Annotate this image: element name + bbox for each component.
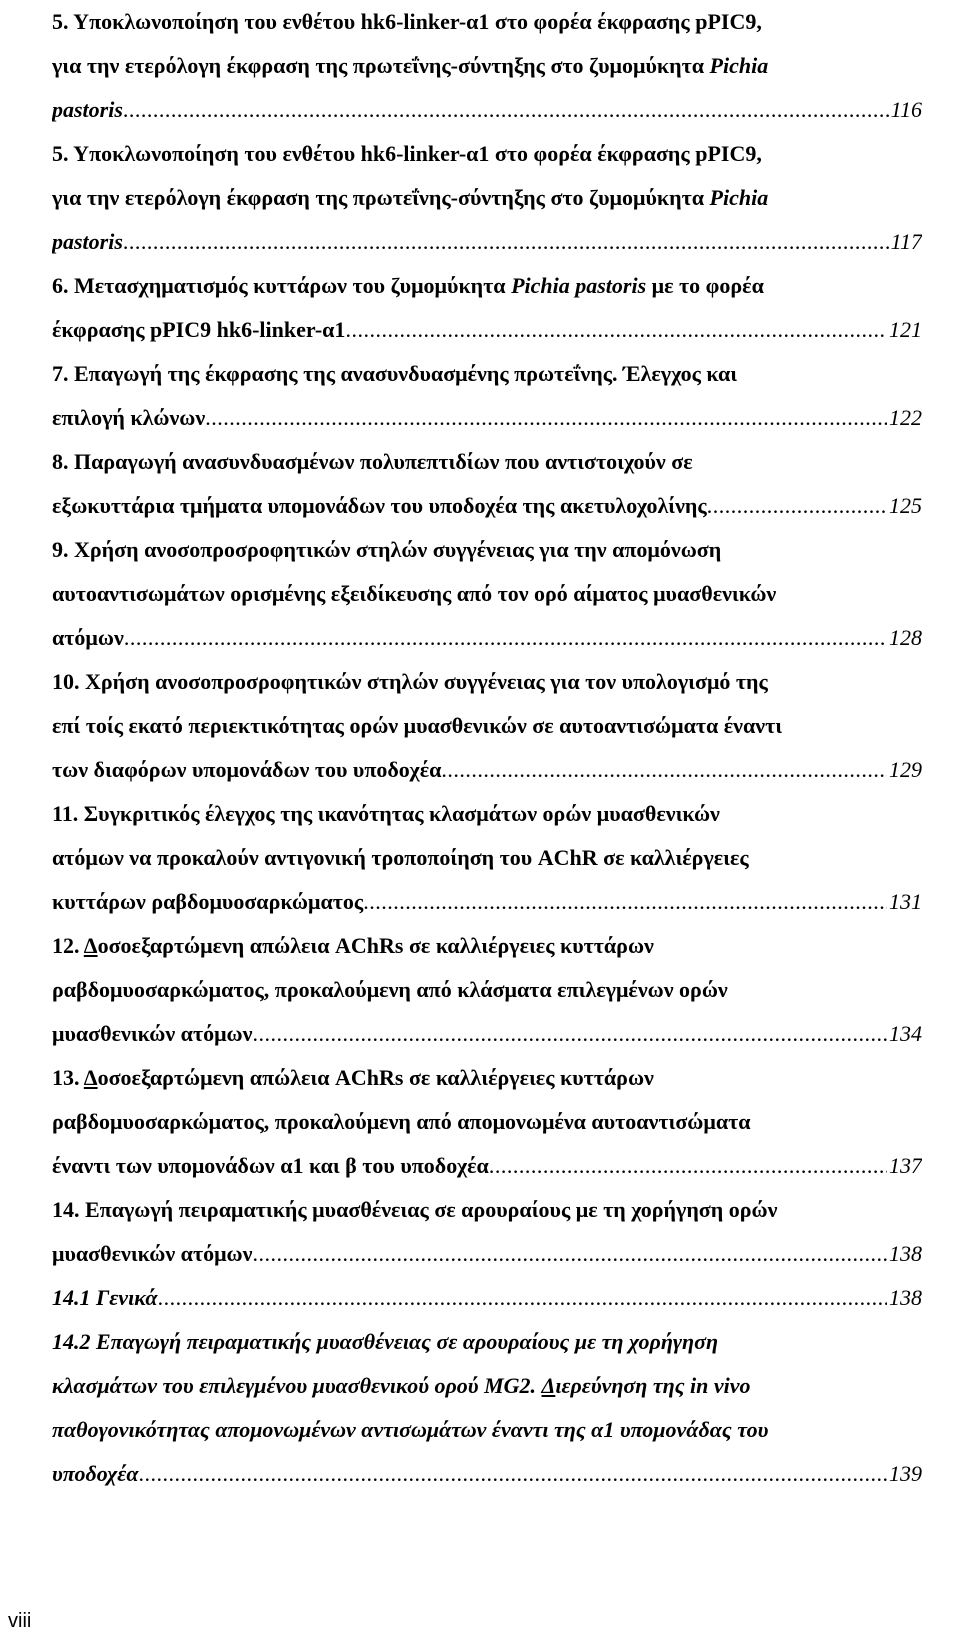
toc-entry-text: in vivo (690, 1373, 751, 1398)
species-name: Pichia pastoris (511, 273, 647, 298)
dot-leader (489, 1144, 887, 1188)
toc-entry-text: κλασμάτων του επιλεγμένου μυασθενικού ορού MG2. (52, 1373, 542, 1398)
toc-entry-text: αυτοαντισωμάτων ορισμένης εξειδίκευσης από τον ορό αίματος μυασθενικών (52, 581, 777, 606)
toc-entry[interactable] (52, 660, 922, 792)
toc-entry-text: 6. Μετασχηματισμός κυττάρων του ζυμομύκητα (52, 273, 512, 298)
page-number: 138 (889, 1285, 922, 1310)
toc-entry-text: έναντι των υπομονάδων α1 και β του υποδοχέα (52, 1153, 489, 1178)
page-number: 125 (889, 493, 922, 518)
dot-leader (158, 1276, 887, 1320)
toc-entry-text: μυασθενικών ατόμων (52, 1021, 253, 1046)
toc-entry-text: έκφρασης pPIC9 hk6-linker-α1 (52, 317, 346, 342)
toc-entry-text: επιλογή κλώνων (52, 405, 206, 430)
toc-entry[interactable] (52, 1276, 922, 1320)
dot-leader (123, 88, 889, 132)
page-number: 131 (889, 889, 922, 914)
dot-leader (707, 484, 887, 528)
toc-entry-text: των διαφόρων υπομονάδων του υποδοχέα (52, 757, 442, 782)
dot-leader (441, 748, 887, 792)
toc-entry-text: 12. (52, 933, 84, 958)
dot-leader (252, 1012, 887, 1056)
species-name: pastoris (52, 97, 123, 122)
toc-entry-text: υποδοχέα (52, 1461, 139, 1486)
toc-entry[interactable] (52, 264, 922, 352)
toc-entry-text: για την ετερόλογη έκφραση της πρωτεΐνης-σύντηξης στο ζυμομύκητα (52, 185, 710, 210)
toc-entry[interactable] (52, 1320, 922, 1496)
toc-entry-text: 7. Επαγωγή της έκφρασης της ανασυνδυασμένης πρωτεΐνης. Έλεγχος και (52, 361, 738, 386)
toc-entry-text: παθογονικότητας απομονωμένων αντισωμάτων έναντι της α1 υπομονάδας του (52, 1417, 769, 1442)
page-footer-number: viii (8, 1610, 32, 1632)
toc-entry-text: με το φορέα (646, 273, 764, 298)
toc-entry[interactable] (52, 440, 922, 528)
toc-entry-text: ιερεύνηση της (555, 1373, 691, 1398)
toc-entry-text: ατόμων να προκαλούν αντιγονική τροποποίηση του AChR σε καλλιέργειες (52, 845, 749, 870)
species-name: Pichia (709, 53, 769, 78)
toc-entry-text: 13. (52, 1065, 84, 1090)
table-of-contents (52, 0, 922, 1496)
toc-entry-text: επί τοίς εκατό περιεκτικότητας ορών μυασθενικών σε αυτοαντισώματα έναντι (52, 713, 783, 738)
page-number: 137 (889, 1153, 922, 1178)
toc-entry-text: 10. Χρήση ανοσοπροσροφητικών στηλών συγγένειας για τον υπολογισμό της (52, 669, 768, 694)
toc-entry[interactable] (52, 528, 922, 660)
toc-entry-text: ραβδομυοσαρκώματος, προκαλούμενη από απομονωμένα αυτοαντισώματα (52, 1109, 751, 1134)
dot-leader (252, 1232, 887, 1276)
toc-entry[interactable] (52, 792, 922, 924)
toc-entry-text: οσοεξαρτώμενη απώλεια AChRs σε καλλιέργειες κυττάρων (97, 1065, 654, 1090)
toc-entry-text: 9. Χρήση ανοσοπροσροφητικών στηλών συγγένειας για την απομόνωση (52, 537, 722, 562)
toc-entry-text: Δ (541, 1373, 556, 1398)
dot-leader (123, 220, 889, 264)
page-number: 121 (889, 317, 922, 342)
dot-leader (345, 308, 887, 352)
toc-entry[interactable] (52, 1056, 922, 1188)
dot-leader (205, 396, 887, 440)
toc-entry[interactable] (52, 1188, 922, 1276)
toc-entry[interactable] (52, 132, 922, 264)
toc-entry[interactable] (52, 0, 922, 132)
page-number: 117 (890, 229, 922, 254)
dot-leader (363, 880, 887, 924)
toc-entry-text: οσοεξαρτώμενη απώλεια AChRs σε καλλιέργειες κυττάρων (97, 933, 654, 958)
toc-entry[interactable] (52, 924, 922, 1056)
dot-leader (139, 1452, 888, 1496)
toc-entry-text: 14. Επαγωγή πειραματικής μυασθένειας σε αρουραίους με τη χορήγηση ορών (52, 1197, 778, 1222)
toc-entry-text: 11. Συγκριτικός έλεγχος της ικανότητας κλασμάτων ορών μυασθενικών (52, 801, 720, 826)
page-number: 128 (889, 625, 922, 650)
species-name: pastoris (52, 229, 123, 254)
page-number: 139 (889, 1461, 922, 1486)
toc-entry-text: 5. Υποκλωνοποίηση του ενθέτου hk6-linker-α1 στο φορέα έκφρασης pPIC9, (52, 141, 762, 166)
dot-leader (124, 616, 887, 660)
toc-entry-text: Δ (83, 1065, 98, 1090)
toc-entry-text: 14.2 Επαγωγή πειραματικής μυασθένειας σε αρουραίους με τη χορήγηση (52, 1329, 719, 1354)
page-number: 134 (889, 1021, 922, 1046)
page-number: 129 (889, 757, 922, 782)
toc-entry-text: 14.1 Γενικά (52, 1285, 158, 1310)
toc-entry-text: 5. Υποκλωνοποίηση του ενθέτου hk6-linker-α1 στο φορέα έκφρασης pPIC9, (52, 9, 762, 34)
toc-entry-text: Δ (83, 933, 98, 958)
toc-entry-text: 8. Παραγωγή ανασυνδυασμένων πολυπεπτιδίων που αντιστοιχούν σε (52, 449, 693, 474)
toc-entry-text: εξωκυττάρια τμήματα υπομονάδων του υποδοχέα της ακετυλοχολίνης (52, 493, 707, 518)
toc-entry-text: ατόμων (52, 625, 124, 650)
page-number: 138 (889, 1241, 922, 1266)
page-number: 122 (889, 405, 922, 430)
page-number: 116 (890, 97, 922, 122)
toc-entry-text: για την ετερόλογη έκφραση της πρωτεΐνης-σύντηξης στο ζυμομύκητα (52, 53, 710, 78)
toc-entry-text: ραβδομυοσαρκώματος, προκαλούμενη από κλάσματα επιλεγμένων ορών (52, 977, 728, 1002)
toc-entry-text: μυασθενικών ατόμων (52, 1241, 253, 1266)
toc-entry-text: κυττάρων ραβδομυοσαρκώματος (52, 889, 364, 914)
toc-entry[interactable] (52, 352, 922, 440)
species-name: Pichia (709, 185, 769, 210)
